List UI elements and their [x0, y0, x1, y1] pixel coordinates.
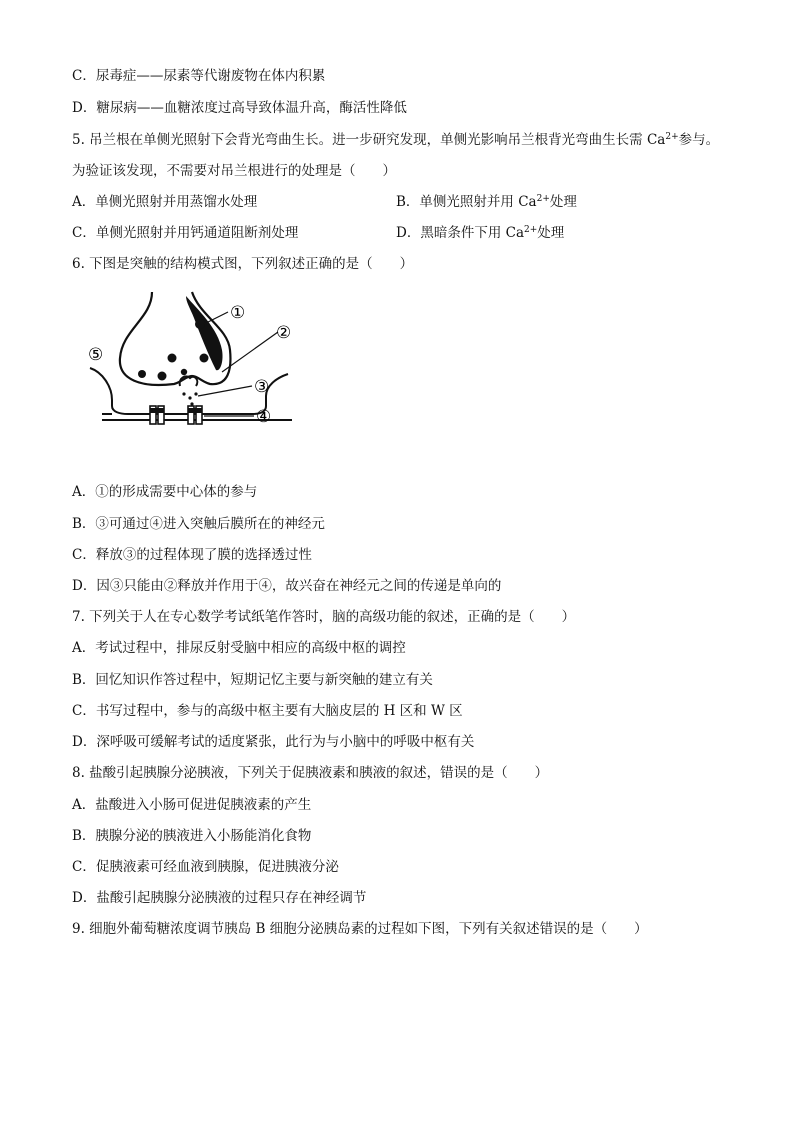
- q5-b-sup: 2+: [536, 194, 550, 204]
- q7-option-b: B．回忆知识作答过程中，短期记忆主要与新突触的建立有关: [72, 672, 433, 688]
- neurotransmitter-dot: [190, 402, 193, 405]
- option-d-diabetes: D．糖尿病——血糖浓度过高导致体温升高，酶活性降低: [72, 100, 407, 116]
- q6-option-d: D．因③只能由②释放并作用于④，故兴奋在神经元之间的传递是单向的: [72, 578, 502, 594]
- q6-option-b: B．③可通过④进入突触后膜所在的神经元: [72, 516, 325, 532]
- question-6: 6. 下图是突触的结构模式图，下列叙述正确的是（ ）: [72, 256, 414, 272]
- q5-option-a: A．单侧光照射并用蒸馏水处理: [72, 194, 258, 210]
- label-2: ②: [276, 323, 292, 343]
- label-5: ⑤: [88, 345, 104, 365]
- q7-option-d: D．深呼吸可缓解考试的适度紧张，此行为与小脑中的呼吸中枢有关: [72, 734, 475, 750]
- q7-option-a: A．考试过程中，排尿反射受脑中相应的高级中枢的调控: [72, 640, 406, 656]
- vesicle: [200, 354, 209, 363]
- neurotransmitter-dot: [194, 392, 197, 395]
- neurotransmitter-dot: [188, 396, 191, 399]
- label-4: ④: [256, 407, 272, 427]
- q5-option-d: [396, 223, 564, 243]
- leader-line-3: [198, 386, 252, 396]
- question-5-line-1: [72, 130, 719, 150]
- leader-line-1: [204, 312, 228, 324]
- vesicle: [168, 354, 177, 363]
- q6-option-c: C．释放③的过程体现了膜的选择透过性: [72, 547, 312, 563]
- q5-text-a: 5. 吊兰根在单侧光照射下会背光弯曲生长。进一步研究发现，单侧光影响吊兰根背光弯曲生长需 Ca: [72, 132, 666, 148]
- q5-b-pre: B．单侧光照射并用 Ca: [396, 194, 537, 210]
- q5-option-c: C．单侧光照射并用钙通道阻断剂处理: [72, 225, 299, 241]
- neurotransmitter-dot: [182, 392, 185, 395]
- q5-b-post: 处理: [549, 194, 577, 210]
- question-8: 8. 盐酸引起胰腺分泌胰液，下列关于促胰液素和胰液的叙述，错误的是（ ）: [72, 765, 549, 781]
- synapse-diagram: [82, 288, 312, 438]
- q5-d-sup: 2+: [524, 225, 538, 235]
- label-1: ①: [230, 303, 246, 323]
- q5-text-b: 参与。: [678, 132, 720, 148]
- q8-option-c: C．促胰液素可经血液到胰腺，促进胰液分泌: [72, 859, 339, 875]
- vesicle: [158, 372, 167, 381]
- q5-d-pre: D．黑暗条件下用 Ca: [396, 225, 524, 241]
- q5-superscript: 2+: [665, 132, 679, 142]
- q8-option-a: A．盐酸进入小肠可促进促胰液素的产生: [72, 797, 312, 813]
- q7-option-c: C．书写过程中，参与的高级中枢主要有大脑皮层的 H 区和 W 区: [72, 703, 463, 719]
- option-c-uremia: C．尿毒症——尿素等代谢废物在体内积累: [72, 68, 326, 84]
- q5-d-post: 处理: [537, 225, 565, 241]
- q6-option-a: A．①的形成需要中心体的参与: [72, 484, 258, 500]
- question-5-line-2: 为验证该发现，不需要对吊兰根进行的处理是（ ）: [72, 163, 396, 179]
- label-3: ③: [254, 377, 270, 397]
- vesicle: [181, 369, 187, 375]
- vesicle-top: [195, 319, 205, 329]
- q5-option-b: [396, 192, 577, 212]
- question-7: 7. 下列关于人在专心数学考试纸笔作答时，脑的高级功能的叙述，正确的是（ ）: [72, 609, 576, 625]
- vesicle: [138, 370, 146, 378]
- q8-option-d: D．盐酸引起胰腺分泌胰液的过程只存在神经调节: [72, 890, 367, 906]
- q8-option-b: B．胰腺分泌的胰液进入小肠能消化食物: [72, 828, 312, 844]
- question-9: 9. 细胞外葡萄糖浓度调节胰岛 B 细胞分泌胰岛素的过程如下图，下列有关叙述错误的是（ ）: [72, 921, 648, 937]
